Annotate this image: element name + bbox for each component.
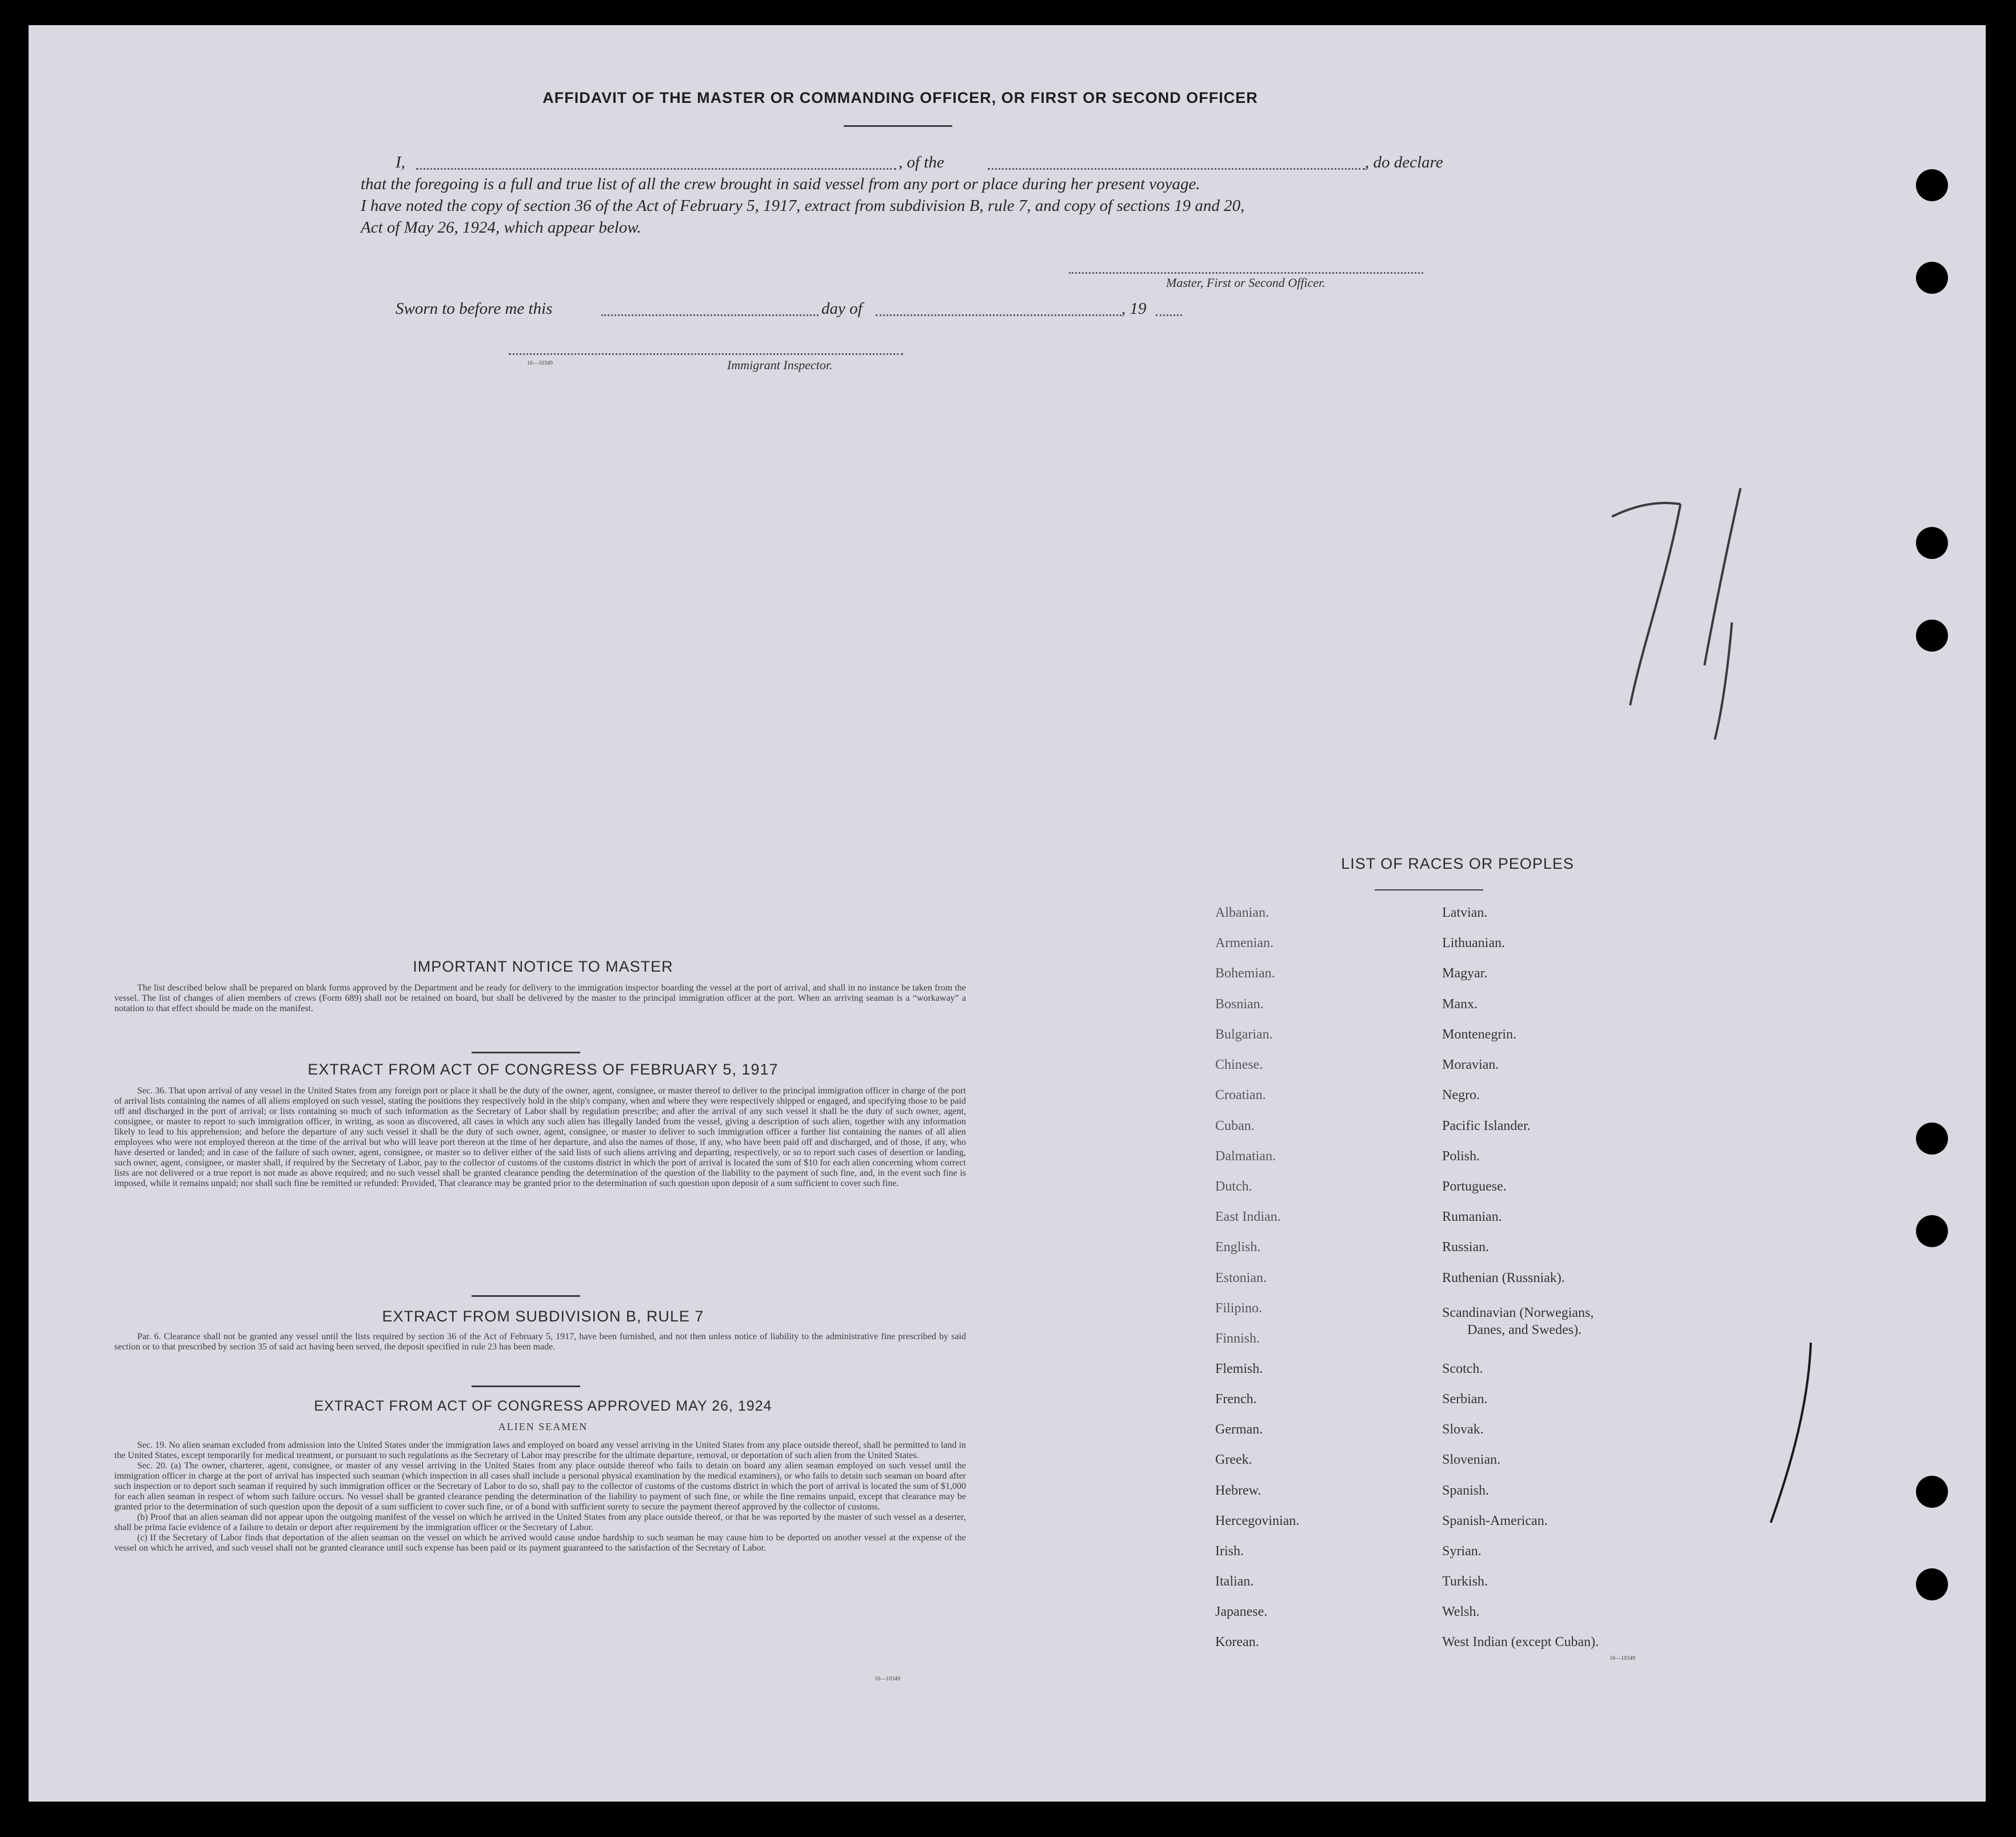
race-item: Spanish. <box>1442 1483 1490 1498</box>
race-item: Russian. <box>1442 1240 1490 1255</box>
sworn-line <box>396 298 1253 321</box>
race-item: Flemish. <box>1215 1361 1263 1376</box>
race-item: Bulgarian. <box>1215 1027 1273 1042</box>
day-of-label: day of <box>821 299 863 318</box>
rule-7-paragraph: Par. 6. Clearance shall not be granted any vessel until the lists required by section 36 of the Act of February 5, 1917, have been furnished, and not then unless notice of liability to the administrative fine prescribed by said section or to that prescribed by section 35 of said act having been served, the deposit specified in rule 23 has been made. <box>114 1332 966 1352</box>
race-item: Polish. <box>1442 1149 1480 1164</box>
punch-hole <box>1916 262 1948 294</box>
declarant-prefix: I, <box>396 153 405 171</box>
of-the-label: , of the <box>899 153 944 171</box>
race-item: Rumanian. <box>1442 1209 1502 1224</box>
race-item: Montenegrin. <box>1442 1027 1516 1042</box>
race-item: Greek. <box>1215 1452 1252 1467</box>
officer-signature-caption: Master, First or Second Officer. <box>1166 275 1326 290</box>
race-item: Hercegovinian. <box>1215 1513 1300 1528</box>
section-20a-paragraph: Sec. 20. (a) The owner, charterer, agent, consignee, or master of any vessel arriving in the United States from any place outside thereof who fails to detain on board any alien seaman employed on such vessel until the immigration officer in charge at the port of arrival has inspected such seaman (which inspection in all cases shall include a personal physical examination by the medical examiners), or who fails to detain such seaman on board after such inspection or to deport such seaman if required by such immigration officer or the Secretary of Labor to do so, shall pay to the collector of customs of the customs district in which the port of arrival is located the sum of $1,000 for each alien seaman in respect of whom such failure occurs. No vessel shall be granted clearance pending the determination of the liability to payment of such fine, or while the fine remains unpaid, except that clearance may be granted prior to the determination of such question upon the deposit of a sum sufficient to cover such fine, or of a bond with sufficient surety to secure the payment thereof approved by the collector of customs. <box>114 1461 966 1512</box>
inspector-signature-caption: Immigrant Inspector. <box>727 358 833 372</box>
section-36-paragraph: Sec. 36. That upon arrival of any vessel in the United States from any foreign port or place it shall be the duty of the owner, agent, consignee, or master thereof to deliver to the principal immigration officer in charge of the port of arrival lists containing the names of all aliens employed on such vessel, stating the positions they respectively hold in the ship's company, when and where they were respectively shipped or engaged, and specifying those to be paid off and discharged in the port of arrival; or lists containing so much of such information as the Secretary of Labor shall by regulation prescribe; and after the arrival of any such vessel it shall be the duty of such owner, agent, consignee, or master to report to such immigration officer, in writing, as soon as discovered, all cases in which any such alien has illegally landed from the vessel, giving a description of such alien, together with any information likely to lead to his apprehension; and before the departure of any such vessel it shall be the duty of such owner, agent, consignee, or master to deliver to such immigration officer a further list containing the names of all alien employees who were not employed thereon at the time of the arrival but who will leave port thereon at the time of her departure, and also the names of those, if any, who have been paid off and discharged, and of those, if any, who have deserted or landed; and in case of the failure of such owner, agent, consignee, or master so to deliver either of the said lists of such aliens arriving and departing, respectively, or so to report such cases of desertion or landing, such owner, agent, consignee, or master shall, if required by the Secretary of Labor, pay to the collector of customs of the customs district in which the port of arrival is located the sum of $10 for each alien concerning whom correct lists are not delivered or a true report is not made as above required; and no such vessel shall be granted clearance pending the determination of the question of the liability to the payment of such fine, and, in the event such fine is imposed, while it remains unpaid; nor shall such fine be remitted or refunded: Provided, That clearance may be granted prior to the determination of such question upon deposit of a sum sufficient to cover such fine. <box>114 1086 966 1188</box>
extract-1924-text <box>114 1440 966 1554</box>
race-item: Korean. <box>1215 1635 1259 1650</box>
punch-hole <box>1916 169 1948 201</box>
race-item: Chinese. <box>1215 1057 1263 1072</box>
sworn-day-field[interactable] <box>601 314 819 316</box>
declaration-line-1 <box>396 152 1482 175</box>
race-item: Hebrew. <box>1215 1483 1262 1498</box>
extract-1924-title: EXTRACT FROM ACT OF CONGRESS APPROVED MAY 26, 1924 <box>314 1398 772 1414</box>
race-item: Danes, and Swedes). <box>1467 1323 1582 1337</box>
race-item: Bosnian. <box>1215 997 1264 1012</box>
extract-form-number: 16—10349 <box>875 1676 900 1682</box>
extract-1917-text <box>114 1086 966 1189</box>
race-item: Scandinavian (Norwegians, <box>1442 1305 1594 1320</box>
race-item: Spanish-American. <box>1442 1513 1548 1528</box>
year-prefix-label: , 19 <box>1121 299 1147 318</box>
race-item: French. <box>1215 1392 1257 1407</box>
alien-seamen-subtitle: ALIEN SEAMEN <box>498 1421 588 1432</box>
notice-divider <box>472 1052 580 1053</box>
race-item: Lithuanian. <box>1442 936 1505 951</box>
race-item: Finnish. <box>1215 1331 1260 1346</box>
races-left-column <box>1215 905 1432 1688</box>
sworn-year-field[interactable] <box>1156 314 1182 316</box>
race-item: West Indian (except Cuban). <box>1442 1635 1599 1650</box>
race-item: Welsh. <box>1442 1604 1480 1619</box>
race-item: Irish. <box>1215 1544 1244 1559</box>
race-item: German. <box>1215 1422 1263 1437</box>
punch-hole <box>1916 1568 1948 1600</box>
race-item: Negro. <box>1442 1088 1480 1103</box>
sworn-label: Sworn to before me this <box>396 299 553 318</box>
extract-1917-title: EXTRACT FROM ACT OF CONGRESS OF FEBRUARY 5, 1917 <box>308 1061 779 1078</box>
declaration-line-3: I have noted the copy of section 36 of the Act of February 5, 1917, extract from subdivision B, rule 7, and copy of sections 19 and 20, <box>361 197 1245 215</box>
race-item: Serbian. <box>1442 1392 1488 1407</box>
race-item: Scotch. <box>1442 1361 1483 1376</box>
punch-hole <box>1916 1215 1948 1247</box>
section-20b-paragraph: (b) Proof that an alien seaman did not appear upon the outgoing manifest of the vessel on which he arrived in the United States from any place outside thereof, or that he was reported by the master of such vessel as a deserter, shall be prima facie evidence of a failure to detain or deport after requirement by the immigration officer or the Secretary of Labor. <box>114 1512 966 1532</box>
race-item: Magyar. <box>1442 966 1488 981</box>
race-item: English. <box>1215 1240 1261 1255</box>
rule-7-title: EXTRACT FROM SUBDIVISION B, RULE 7 <box>382 1308 704 1325</box>
race-item: Italian. <box>1215 1574 1254 1589</box>
race-item: Portuguese. <box>1442 1179 1507 1194</box>
race-item: Croatian. <box>1215 1088 1266 1103</box>
race-item: Filipino. <box>1215 1301 1263 1316</box>
declarant-name-field[interactable] <box>416 168 896 170</box>
officer-signature-field[interactable] <box>1069 272 1423 274</box>
races-divider <box>1375 889 1483 890</box>
notice-text <box>114 983 966 1014</box>
race-item: Turkish. <box>1442 1574 1488 1589</box>
race-item: Syrian. <box>1442 1544 1482 1559</box>
do-declare-label: , do declare <box>1365 153 1443 171</box>
punch-hole <box>1916 620 1948 652</box>
extract-1917-divider <box>472 1295 580 1297</box>
affidavit-form-number: 16—10349 <box>527 360 553 366</box>
race-item: Pacific Islander. <box>1442 1119 1531 1133</box>
declaration-line-4: Act of May 26, 1924, which appear below. <box>361 218 641 237</box>
punch-hole <box>1916 527 1948 559</box>
race-item: East Indian. <box>1215 1209 1281 1224</box>
races-right-column <box>1442 905 1762 1688</box>
inspector-signature-field[interactable] <box>509 353 903 355</box>
notice-paragraph: The list described below shall be prepared on blank forms approved by the Department and be ready for delivery to the immigration inspector boarding the vessel at the port of arrival, and shall in no instance be taken from the vessel. The list of changes of alien members of crews (Form 689) shall not be retained on board, but shall be delivered by the master to the principal immigration officer at the port. When an arriving seaman is a “workaway” a notation to that effect should be made on the manifest. <box>114 983 966 1013</box>
title-divider <box>844 125 952 127</box>
race-item: Japanese. <box>1215 1604 1268 1619</box>
race-item: Dutch. <box>1215 1179 1252 1194</box>
race-item: Moravian. <box>1442 1057 1499 1072</box>
race-item: Latvian. <box>1442 905 1488 920</box>
race-item: Dalmatian. <box>1215 1149 1276 1164</box>
race-item: Slovenian. <box>1442 1452 1500 1467</box>
section-20c-paragraph: (c) If the Secretary of Labor finds that deportation of the alien seaman on the vessel on which he arrived would cause undue hardship to such seaman he may cause him to be deported on another vessel at the expense of the vessel on which he arrived, and such vessel shall not be granted clearance until such expense has been paid or its payment guaranteed to the satisfaction of the Secretary of Labor. <box>114 1533 966 1553</box>
race-item: Slovak. <box>1442 1422 1484 1437</box>
race-item: Ruthenian (Russniak). <box>1442 1271 1565 1285</box>
document-page <box>29 25 1986 1802</box>
pencil-annotation <box>1595 465 1743 762</box>
punch-hole <box>1916 1123 1948 1155</box>
vessel-name-field[interactable] <box>988 168 1365 170</box>
race-item: Albanian. <box>1215 905 1269 920</box>
races-title: LIST OF RACES OR PEOPLES <box>1341 855 1574 872</box>
race-item: Cuban. <box>1215 1119 1255 1133</box>
pencil-mark <box>1766 1340 1818 1528</box>
race-item: Manx. <box>1442 997 1478 1012</box>
affidavit-title: AFFIDAVIT OF THE MASTER OR COMMANDING OFFICER, OR FIRST OR SECOND OFFICER <box>542 89 1258 106</box>
races-form-number: 16—10349 <box>1610 1655 1635 1662</box>
rule-7-text <box>114 1332 966 1352</box>
notice-title: IMPORTANT NOTICE TO MASTER <box>413 958 673 975</box>
rule-7-divider <box>472 1385 580 1387</box>
race-item: Bohemian. <box>1215 966 1275 981</box>
section-19-paragraph: Sec. 19. No alien seaman excluded from admission into the United States under the immigration laws and employed on board any vessel arriving in the United States from any place outside thereof, shall be permitted to land in the United States, except temporarily for medical treatment, or pursuant to such regulations as the Secretary of Labor may prescribe for the ultimate departure, removal, or deportation of such alien from the United States. <box>114 1440 966 1460</box>
punch-hole <box>1916 1476 1948 1508</box>
declaration-line-2: that the foregoing is a full and true list of all the crew brought in said vessel from any port or place during her present voyage. <box>361 175 1200 193</box>
race-item: Estonian. <box>1215 1271 1267 1285</box>
race-item: Armenian. <box>1215 936 1274 951</box>
sworn-month-field[interactable] <box>876 314 1121 316</box>
